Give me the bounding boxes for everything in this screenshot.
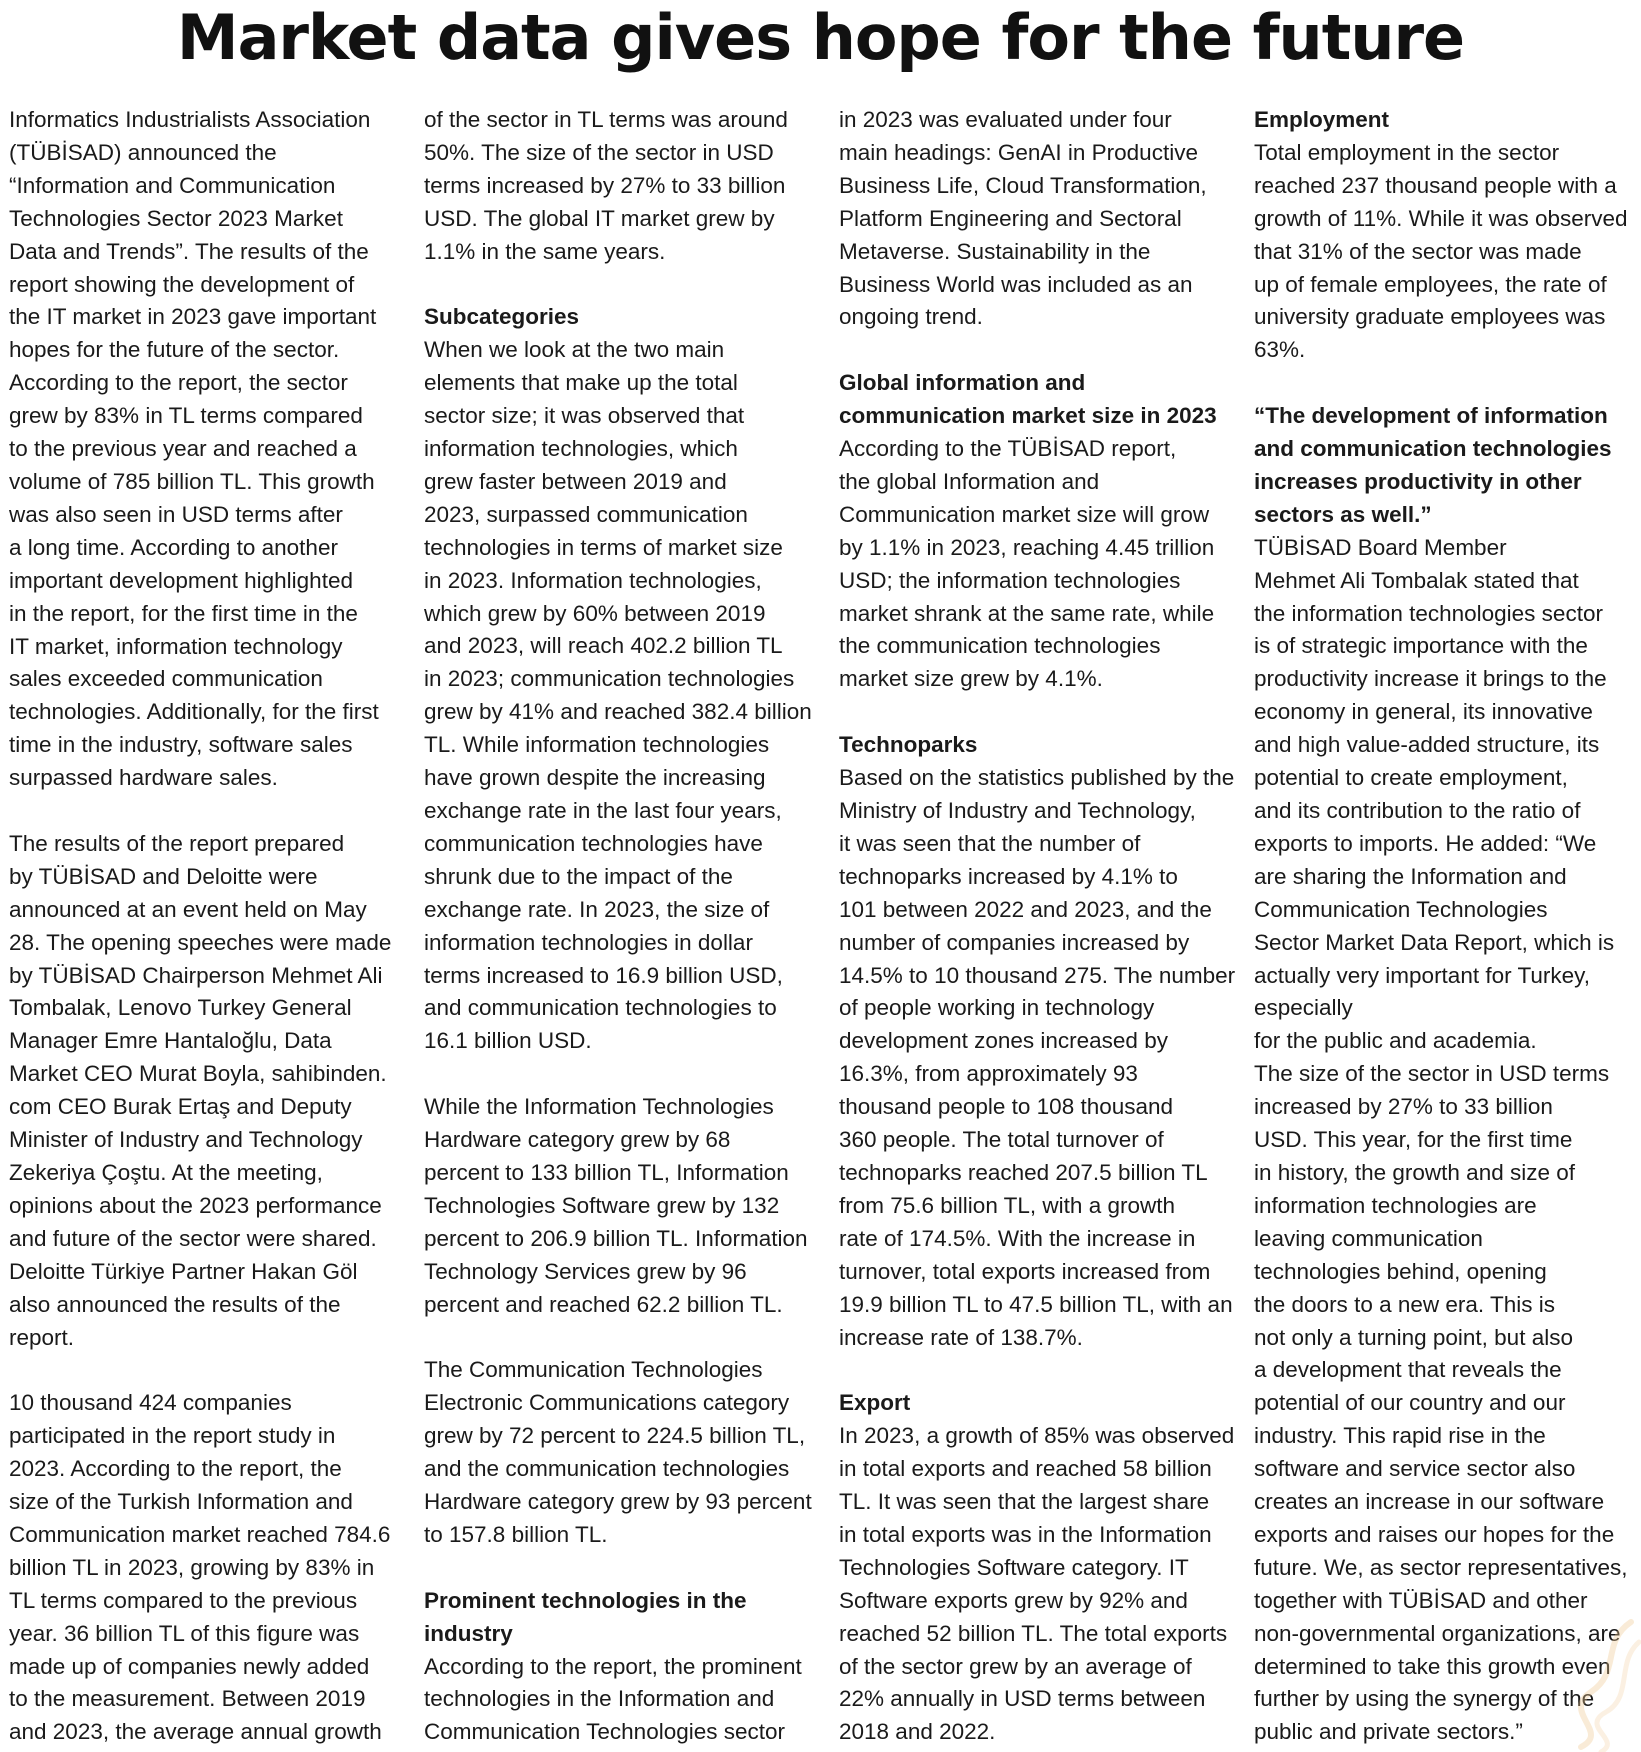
body-text-line: a long time. According to another	[9, 534, 338, 560]
body-text-line: hopes for the future of the sector.	[9, 337, 340, 363]
article-column-4	[1254, 104, 1641, 1749]
body-text-line: TÜBİSAD Board Member	[1254, 534, 1507, 560]
body-text-line: potential of our country and our	[1254, 1390, 1566, 1416]
body-text-line: determined to take this growth even	[1254, 1653, 1611, 1679]
body-text-line: IT market, information technology	[9, 633, 343, 659]
body-text-line: main headings: GenAI in Productive	[839, 139, 1198, 165]
body-text-line: in 2023; communication technologies	[424, 666, 795, 692]
body-text-line: also announced the results of the	[9, 1291, 341, 1317]
section-heading: Prominent technologies in the	[424, 1587, 747, 1613]
paragraph	[424, 301, 819, 1058]
body-text-line: Technologies Software category. IT	[839, 1554, 1189, 1580]
body-text-line: terms increased by 27% to 33 billion	[424, 172, 786, 198]
body-text-line: 360 people. The total turnover of	[839, 1127, 1164, 1153]
body-text-line: Mehmet Ali Tombalak stated that	[1254, 567, 1579, 593]
body-text-line: Market CEO Murat Boyla, sahibinden.	[9, 1061, 387, 1087]
body-text-line: the doors to a new era. This is	[1254, 1291, 1555, 1317]
body-text-line: shrunk due to the impact of the	[424, 863, 733, 889]
body-text-line: information technologies in dollar	[424, 929, 753, 955]
body-text-line: USD. The global IT market grew by	[424, 205, 775, 231]
body-text-line: Technology Services grew by 96	[424, 1258, 747, 1284]
body-text-line: reached 237 thousand people with a	[1254, 172, 1617, 198]
body-text-line: report showing the development of	[9, 271, 355, 297]
body-text-line: 19.9 billion TL to 47.5 billion TL, with an	[839, 1291, 1233, 1317]
body-text-line: are sharing the Information and	[1254, 863, 1567, 889]
body-text-line: potential to create employment,	[1254, 765, 1568, 791]
body-text-line: percent to 206.9 billion TL. Information	[424, 1225, 808, 1251]
body-text-line: future. We, as sector representatives,	[1254, 1554, 1628, 1580]
body-text-line: and communication technologies to	[424, 995, 777, 1021]
body-text-line: grew by 41% and reached 382.4 billion	[424, 699, 812, 725]
paragraph	[424, 1354, 819, 1551]
body-text-line: 1.1% in the same years.	[424, 238, 666, 264]
body-text-line: of people working in technology	[839, 995, 1155, 1021]
body-text-line: and future of the sector were shared.	[9, 1225, 377, 1251]
body-text-line: university graduate employees was	[1254, 304, 1606, 330]
article-headline: Market data gives hope for the future	[176, 1, 1465, 74]
body-text-line: (TÜBİSAD) announced the	[9, 139, 277, 165]
body-text-line: The Communication Technologies	[424, 1357, 763, 1383]
body-text-line: thousand people to 108 thousand	[839, 1094, 1174, 1120]
body-text-line: leaving communication	[1254, 1225, 1483, 1251]
body-text-line: exchange rate in the last four years,	[424, 798, 782, 824]
body-text-line: especially	[1254, 995, 1353, 1021]
body-text-line: public and private sectors.”	[1254, 1719, 1523, 1745]
body-text-line: and 2023, will reach 402.2 billion TL	[424, 633, 783, 659]
body-text-line: Ministry of Industry and Technology,	[839, 798, 1196, 823]
body-text-line: report.	[9, 1324, 75, 1350]
body-text-line: Based on the statistics published by the	[839, 765, 1235, 791]
body-text-line: exports and raises our hopes for the	[1254, 1521, 1615, 1547]
body-text-line: number of companies increased by	[839, 929, 1190, 955]
paragraph	[9, 828, 404, 1355]
body-text-line: technoparks increased by 4.1% to	[839, 863, 1178, 889]
body-text-line: Minister of Industry and Technology	[9, 1127, 363, 1153]
body-text-line: and the communication technologies	[424, 1456, 790, 1482]
paragraph	[839, 367, 1234, 696]
paragraph	[424, 1585, 819, 1750]
body-text-line: market size grew by 4.1%.	[839, 666, 1103, 692]
body-text-line: to the measurement. Between 2019	[9, 1686, 366, 1712]
body-text-line: Business Life, Cloud Transformation,	[839, 172, 1207, 198]
body-text-line: turnover, total exports increased from	[839, 1258, 1211, 1284]
body-text-line: Manager Emre Hantaloğlu, Data	[9, 1028, 332, 1054]
body-text-line: Data and Trends”. The results of the	[9, 238, 369, 264]
section-heading: communication market size in 2023	[839, 403, 1217, 429]
body-text-line: While the Information Technologies	[424, 1094, 774, 1120]
section-heading: Employment	[1254, 107, 1390, 132]
body-text-line: industry. This rapid rise in the	[1254, 1423, 1546, 1449]
body-text-line: Informatics Industrialists Association	[9, 107, 371, 132]
body-text-line: percent and reached 62.2 billion TL.	[424, 1291, 783, 1317]
body-text-line: Communication Technologies sector	[424, 1719, 786, 1745]
paragraph	[424, 104, 819, 269]
body-text-line: market shrank at the same rate, while	[839, 600, 1215, 626]
article-column-3	[839, 104, 1234, 1749]
body-text-line: opinions about the 2023 performance	[9, 1192, 382, 1218]
body-text-line: technoparks reached 207.5 billion TL	[839, 1159, 1208, 1185]
body-text-line: In 2023, a growth of 85% was observed	[839, 1423, 1235, 1449]
body-text-line: together with TÜBİSAD and other	[1254, 1587, 1588, 1613]
body-text-line: development zones increased by	[839, 1028, 1168, 1054]
body-text-line: 2023, surpassed communication	[424, 501, 748, 527]
body-text-line: Deloitte Türkiye Partner Hakan Göl	[9, 1258, 358, 1284]
section-heading: Global information and	[839, 370, 1086, 396]
body-text-line: Tombalak, Lenovo Turkey General	[9, 995, 352, 1021]
body-text-line: technologies in terms of market size	[424, 534, 783, 560]
body-text-line: to the previous year and reached a	[9, 436, 357, 462]
body-text-line: USD. This year, for the first time	[1254, 1127, 1573, 1153]
paragraph	[1254, 400, 1641, 1749]
body-text-line: volume of 785 billion TL. This growth	[9, 468, 375, 494]
body-text-line: and 2023, the average annual growth	[9, 1719, 382, 1745]
body-text-line: have grown despite the increasing	[424, 765, 766, 791]
body-text-line: the communication technologies	[839, 633, 1161, 659]
section-heading: industry	[424, 1620, 513, 1646]
body-text-line: Hardware category grew by 93 percent	[424, 1489, 812, 1515]
paragraph	[839, 729, 1234, 1354]
body-text-line: 63%.	[1254, 337, 1306, 363]
body-text-line: of the sector in TL terms was around	[424, 107, 788, 132]
body-text-line: not only a turning point, but also	[1254, 1324, 1573, 1350]
body-text-line: announced at an event held on May	[9, 896, 367, 922]
body-text-line: which grew by 60% between 2019	[424, 600, 766, 626]
body-text-line: up of female employees, the rate of	[1254, 271, 1607, 297]
body-text-line: terms increased to 16.9 billion USD,	[424, 962, 783, 988]
body-text-line: Communication Technologies	[1254, 896, 1548, 922]
body-text-line: grew faster between 2019 and	[424, 468, 727, 494]
body-text-line: communication technologies have	[424, 830, 763, 856]
body-text-line: Communication market reached 784.6	[9, 1521, 391, 1547]
body-text-line: productivity increase it brings to the	[1254, 666, 1607, 692]
body-text-line: 22% annually in USD terms between	[839, 1686, 1206, 1712]
section-heading: Subcategories	[424, 304, 580, 330]
body-text-line: billion TL in 2023, growing by 83% in	[9, 1554, 375, 1580]
body-text-line: information technologies are	[1254, 1192, 1537, 1218]
body-text-line: exchange rate. In 2023, the size of	[424, 896, 770, 922]
body-text-line: in total exports and reached 58 billion	[839, 1456, 1212, 1482]
body-text-line: 50%. The size of the sector in USD	[424, 139, 774, 165]
section-heading: “The development of information	[1254, 403, 1608, 429]
body-text-line: in 2023. Information technologies,	[424, 567, 762, 593]
body-text-line: 2023. According to the report, the	[9, 1456, 342, 1482]
body-text-line: economy in general, its innovative	[1254, 699, 1593, 725]
body-text-line: surpassed hardware sales.	[9, 765, 278, 791]
body-text-line: made up of companies newly added	[9, 1653, 370, 1679]
body-text-line: “Information and Communication	[9, 172, 336, 198]
body-text-line: that 31% of the sector was made	[1254, 238, 1582, 264]
body-text-line: from 75.6 billion TL, with a growth	[839, 1192, 1175, 1218]
body-text-line: in 2023 was evaluated under four	[839, 107, 1172, 132]
body-text-line: elements that make up the total	[424, 370, 738, 396]
body-text-line: creates an increase in our software	[1254, 1489, 1605, 1515]
body-text-line: 10 thousand 424 companies	[9, 1390, 292, 1416]
body-text-line: of the sector grew by an average of	[839, 1653, 1192, 1679]
paragraph	[9, 1387, 404, 1749]
body-text-line: information technologies, which	[424, 436, 738, 462]
body-text-line: ongoing trend.	[839, 304, 983, 330]
section-heading: and communication technologies	[1254, 436, 1612, 462]
body-text-line: actually very important for Turkey,	[1254, 962, 1590, 988]
body-text-line: USD; the information technologies	[839, 567, 1181, 593]
body-text-line: 16.1 billion USD.	[424, 1028, 592, 1054]
body-text-line: Zekeriya Çoştu. At the meeting,	[9, 1159, 323, 1185]
section-heading: Technoparks	[839, 732, 978, 758]
body-text-line: the global Information and	[839, 468, 1100, 494]
body-text-line: The results of the report prepared	[9, 830, 345, 856]
section-heading: increases productivity in other	[1254, 468, 1582, 494]
body-text-line: TL. It was seen that the largest share	[839, 1489, 1210, 1515]
paragraph	[9, 104, 404, 795]
body-text-line: percent to 133 billion TL, Information	[424, 1159, 789, 1185]
body-text-line: increase rate of 138.7%.	[839, 1324, 1083, 1350]
body-text-line: Communication market size will grow	[839, 501, 1210, 527]
section-heading: Export	[839, 1390, 911, 1416]
body-text-line: grew by 72 percent to 224.5 billion TL,	[424, 1423, 806, 1449]
body-text-line: growth of 11%. While it was observed	[1254, 205, 1628, 231]
body-text-line: TL terms compared to the previous	[9, 1587, 358, 1613]
body-text-line: exports to imports. He added: “We	[1254, 830, 1597, 856]
body-text-line: Total employment in the sector	[1254, 139, 1560, 165]
body-text-line: size of the Turkish Information and	[9, 1489, 353, 1515]
paragraph	[839, 1387, 1234, 1749]
body-text-line: in history, the growth and size of	[1254, 1159, 1575, 1185]
article-column-1	[9, 104, 404, 1749]
corner-decoration-icon	[1561, 1612, 1641, 1752]
body-text-line: to 157.8 billion TL.	[424, 1521, 608, 1547]
body-text-line: Technologies Sector 2023 Market	[9, 205, 343, 231]
body-text-line: TL. While information technologies	[424, 732, 770, 758]
body-text-line: by TÜBİSAD and Deloitte were	[9, 863, 318, 889]
body-text-line: technologies. Additionally, for the first	[9, 699, 379, 725]
paragraph	[839, 104, 1234, 334]
body-text-line: 14.5% to 10 thousand 275. The number	[839, 962, 1236, 988]
body-text-line: Technologies Software grew by 132	[424, 1192, 780, 1218]
body-text-line: and its contribution to the ratio of	[1254, 798, 1581, 824]
body-text-line: further by using the synergy of the	[1254, 1686, 1595, 1712]
body-text-line: in total exports was in the Information	[839, 1521, 1212, 1547]
section-heading: sectors as well.”	[1254, 501, 1432, 527]
body-text-line: important development highlighted	[9, 567, 353, 593]
body-text-line: According to the TÜBİSAD report,	[839, 436, 1177, 462]
body-text-line: and high value-added structure, its	[1254, 732, 1600, 758]
body-text-line: software and service sector also	[1254, 1456, 1576, 1482]
body-text-line: grew by 83% in TL terms compared	[9, 403, 363, 429]
body-text-line: the IT market in 2023 gave important	[9, 304, 377, 330]
body-text-line: year. 36 billion TL of this figure was	[9, 1620, 360, 1646]
body-text-line: was also seen in USD terms after	[9, 501, 343, 527]
body-text-line: 2018 and 2022.	[839, 1719, 996, 1745]
body-text-line: Sector Market Data Report, which is	[1254, 929, 1615, 955]
body-text-line: reached 52 billion TL. The total exports	[839, 1620, 1228, 1646]
paragraph	[1254, 104, 1641, 367]
body-text-line: is of strategic importance with the	[1254, 633, 1588, 659]
body-text-line: When we look at the two main	[424, 337, 725, 363]
body-text-line: the information technologies sector	[1254, 600, 1603, 626]
body-text-line: participated in the report study in	[9, 1423, 336, 1449]
body-text-line: by 1.1% in 2023, reaching 4.45 trillion	[839, 534, 1215, 560]
body-text-line: Business World was included as an	[839, 271, 1193, 297]
body-text-line: Software exports grew by 92% and	[839, 1587, 1188, 1613]
body-text-line: 101 between 2022 and 2023, and the	[839, 896, 1212, 922]
body-text-line: it was seen that the number of	[839, 830, 1141, 856]
body-text-line: Electronic Communications category	[424, 1390, 790, 1416]
body-text-line: 16.3%, from approximately 93	[839, 1061, 1138, 1087]
body-text-line: The size of the sector in USD terms	[1254, 1061, 1610, 1087]
body-text-line: increased by 27% to 33 billion	[1254, 1094, 1553, 1120]
body-text-line: for the public and academia.	[1254, 1028, 1537, 1054]
article-column-2	[424, 104, 819, 1749]
body-text-line: rate of 174.5%. With the increase in	[839, 1225, 1196, 1251]
body-text-line: time in the industry, software sales	[9, 732, 353, 758]
paragraph	[424, 1091, 819, 1321]
body-text-line: Hardware category grew by 68	[424, 1127, 731, 1153]
body-text-line: by TÜBİSAD Chairperson Mehmet Ali	[9, 962, 383, 988]
body-text-line: technologies in the Information and	[424, 1686, 775, 1712]
body-text-line: com CEO Burak Ertaş and Deputy	[9, 1094, 352, 1120]
body-text-line: Metaverse. Sustainability in the	[839, 238, 1151, 264]
body-text-line: According to the report, the sector	[9, 370, 348, 396]
body-text-line: 28. The opening speeches were made	[9, 929, 392, 955]
body-text-line: a development that reveals the	[1254, 1357, 1562, 1383]
body-text-line: According to the report, the prominent	[424, 1653, 802, 1679]
body-text-line: sales exceeded communication	[9, 666, 323, 692]
body-text-line: non-governmental organizations, are	[1254, 1620, 1621, 1646]
body-text-line: in the report, for the first time in the	[9, 600, 358, 626]
body-text-line: Platform Engineering and Sectoral	[839, 205, 1182, 231]
body-text-line: technologies behind, opening	[1254, 1258, 1547, 1284]
body-text-line: sector size; it was observed that	[424, 403, 745, 429]
